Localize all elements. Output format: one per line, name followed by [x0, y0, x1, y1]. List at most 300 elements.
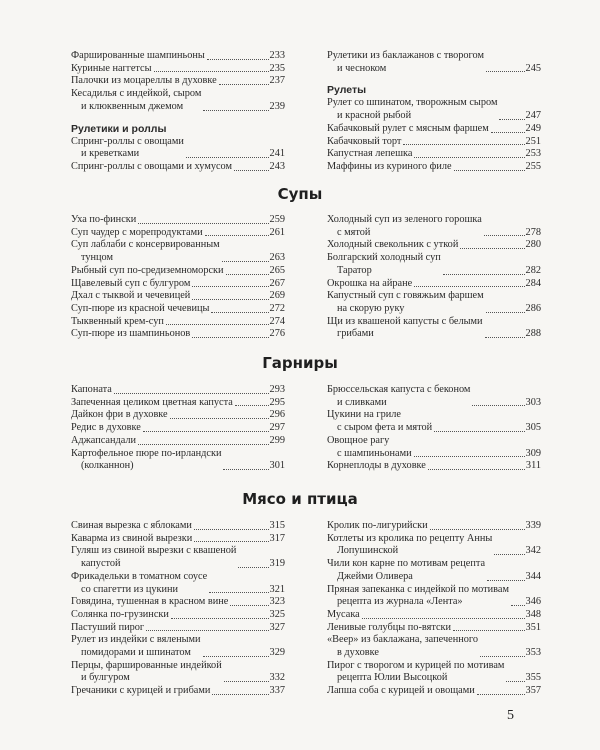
toc-page-number: 301: [269, 460, 285, 472]
toc-page-number: 251: [525, 135, 541, 147]
dot-leader: [203, 656, 269, 657]
toc-page-number: 327: [269, 621, 285, 633]
toc-entry-line: Капустный суп с говяжьим фаршем: [327, 290, 484, 302]
toc-entry-line: Болгарский холодный суп: [327, 252, 441, 264]
dot-leader: [485, 337, 525, 338]
toc-entry-line: Джейми Оливера: [337, 570, 413, 582]
toc-entry[interactable]: [71, 533, 285, 546]
toc-page-number: 315: [269, 520, 285, 531]
toc-entry-title: [71, 88, 201, 113]
toc-entry-line: и сливками: [337, 396, 387, 408]
toc-entry-line: Спринг-роллы с овощами: [71, 135, 184, 147]
toc-entry-title: [71, 161, 232, 174]
toc-entry[interactable]: [71, 328, 285, 341]
toc-page-number: 296: [269, 409, 285, 421]
dot-leader: [143, 431, 269, 432]
toc-entry-line: и булгуром: [81, 672, 130, 684]
toc-entry-line: Свиная вырезка с яблоками: [71, 520, 192, 531]
toc-page-number: 329: [269, 647, 285, 659]
dot-leader: [480, 656, 525, 657]
toc-entry[interactable]: [327, 609, 541, 622]
toc-entry-title: [327, 384, 470, 409]
toc-entry-title: [71, 609, 169, 622]
toc-entry-line: с мятой: [337, 226, 371, 238]
dot-leader: [235, 405, 269, 406]
toc-column-left: [71, 384, 285, 473]
toc-column-left: [71, 520, 285, 698]
toc-page-number: 237: [269, 75, 285, 87]
toc-entry-title: [71, 435, 136, 448]
dot-leader: [226, 274, 269, 275]
dot-leader: [154, 71, 269, 72]
dot-leader: [211, 312, 268, 313]
toc-entry[interactable]: [71, 278, 285, 291]
toc-entry-line: Гуляш из свиной вырезки с квашеной: [71, 545, 237, 557]
toc-page-number: 332: [269, 672, 285, 684]
toc-entry-title: [327, 435, 412, 460]
toc-entry[interactable]: [327, 278, 541, 291]
toc-entry-title: [327, 634, 478, 659]
dot-leader: [511, 605, 525, 606]
dot-leader: [194, 541, 268, 542]
dot-leader: [138, 223, 268, 224]
toc-page-number: 293: [269, 384, 285, 395]
toc-entry-line: Капустная лепешка: [327, 148, 413, 160]
toc-entry-line: Лапша соба с курицей и овощами: [327, 685, 475, 697]
toc-block-top: [71, 50, 541, 174]
toc-entry-line: Суп-пюре из шампиньонов: [71, 328, 191, 340]
toc-entry-line: Рулет из индейки с вялеными: [71, 634, 201, 646]
toc-entry-title: [71, 596, 228, 609]
toc-entry[interactable]: [71, 397, 285, 410]
toc-entry[interactable]: [71, 316, 285, 329]
toc-page-number: 299: [269, 434, 285, 446]
dot-leader: [207, 59, 269, 60]
section-heading-garnishes: Гарниры: [262, 354, 338, 372]
toc-entry-title: [327, 622, 451, 635]
toc-entry[interactable]: [327, 161, 541, 174]
toc-entry-line: грибами: [337, 328, 374, 340]
toc-entry-line: Холодный свекольник с уткой: [327, 239, 459, 251]
toc-entry-title: [71, 63, 152, 76]
toc-page-number: 261: [269, 226, 285, 238]
toc-entry[interactable]: [327, 136, 541, 149]
toc-entry[interactable]: [327, 685, 541, 698]
page-number: 5: [507, 708, 514, 723]
dot-leader: [443, 274, 525, 275]
toc-entry-title: [327, 290, 484, 315]
toc-entry-line: Дайкон фри в духовке: [71, 409, 168, 421]
toc-entry-title: [71, 278, 190, 291]
toc-entry-line: на скорую руку: [337, 302, 405, 314]
toc-column-left: [71, 214, 285, 341]
toc-entry[interactable]: [327, 520, 541, 533]
toc-page-number: 280: [525, 239, 541, 251]
toc-page-number: 297: [269, 422, 285, 434]
toc-entry-line: Маффины из куриного филе: [327, 160, 452, 172]
toc-page-number: 323: [269, 596, 285, 608]
toc-page-number: 278: [525, 226, 541, 238]
toc-entry[interactable]: [71, 63, 285, 76]
dot-leader: [491, 132, 525, 133]
toc-entry[interactable]: [71, 660, 285, 685]
toc-column-left: [71, 50, 285, 174]
toc-entry-line: рецепта Юлии Высоцкой: [337, 672, 448, 684]
toc-entry-line: Лопушинской: [337, 545, 399, 557]
toc-column-right: [327, 50, 541, 174]
dot-leader: [224, 681, 269, 682]
toc-entry[interactable]: [327, 622, 541, 635]
toc-entry[interactable]: [327, 252, 541, 277]
toc-entry-line: капустой: [81, 558, 121, 570]
toc-block-meat-poultry: [71, 520, 541, 698]
toc-page-number: 295: [269, 396, 285, 408]
toc-entry-line: Фаршированные шампиньоны: [71, 50, 205, 61]
toc-page-number: 245: [525, 62, 541, 74]
toc-entry-title: [327, 278, 412, 291]
toc-page-number: 239: [269, 100, 285, 112]
toc-entry-line: Кролик по-лигурийски: [327, 520, 428, 531]
toc-page-number: 282: [525, 264, 541, 276]
toc-entry-title: [71, 545, 236, 570]
dot-leader: [234, 170, 269, 171]
toc-entry-line: «Веер» из баклажана, запеченного: [327, 634, 478, 646]
toc-entry[interactable]: [71, 622, 285, 635]
toc-entry-title: [327, 97, 497, 122]
toc-block-soups: [71, 214, 541, 341]
toc-entry[interactable]: [327, 435, 541, 460]
toc-entry-line: Щи из квашеной капусты с белыми: [327, 315, 483, 327]
toc-entry-line: с сыром фета и мятой: [337, 422, 433, 434]
toc-entry[interactable]: [327, 123, 541, 136]
toc-column-right: [327, 214, 541, 341]
toc-entry-title: [71, 239, 220, 264]
toc-page-number: 319: [269, 558, 285, 570]
toc-entry[interactable]: [71, 571, 285, 596]
toc-entry-title: [327, 214, 482, 239]
toc-entry-line: и чесноком: [337, 62, 387, 74]
toc-entry-line: Рулетики из баклажанов с творогом: [327, 50, 484, 61]
dot-leader: [477, 694, 525, 695]
toc-entry-title: [327, 533, 492, 558]
toc-entry-line: Овощное рагу: [327, 434, 390, 446]
dot-leader: [192, 299, 268, 300]
toc-entry[interactable]: [71, 634, 285, 659]
dot-leader: [192, 286, 268, 287]
dot-leader: [460, 248, 524, 249]
toc-page-number: 317: [269, 532, 285, 544]
toc-entry-line: и красной рыбой: [337, 110, 412, 122]
toc-entry-title: [327, 123, 489, 136]
toc-entry[interactable]: [327, 634, 541, 659]
toc-entry-title: [71, 685, 210, 698]
toc-page-number: 288: [525, 328, 541, 340]
toc-entry-line: Уха по-фински: [71, 214, 137, 225]
toc-page-number: 269: [269, 290, 285, 302]
dot-leader: [114, 393, 269, 394]
toc-page-number: 339: [525, 520, 541, 531]
toc-entry[interactable]: [71, 75, 285, 88]
dot-leader: [453, 630, 524, 631]
dot-leader: [499, 119, 524, 120]
toc-entry[interactable]: [327, 660, 541, 685]
toc-entry-title: [327, 460, 426, 473]
dot-leader: [230, 605, 268, 606]
toc-entry-line: Рыбный суп по-средиземноморски: [71, 264, 224, 276]
toc-entry[interactable]: [327, 97, 541, 122]
toc-page-number: 355: [525, 672, 541, 684]
dot-leader: [414, 456, 525, 457]
toc-page-number: 342: [525, 545, 541, 557]
toc-block-garnishes: [71, 384, 541, 473]
dot-leader: [223, 469, 268, 470]
toc-page-number: 247: [525, 110, 541, 122]
toc-entry[interactable]: [327, 584, 541, 609]
toc-entry-line: со спагетти из цукини: [81, 583, 179, 595]
toc-entry[interactable]: [71, 88, 285, 113]
toc-entry-line: Чили кон карне по мотивам рецепта: [327, 558, 486, 570]
dot-leader: [219, 84, 269, 85]
dot-leader: [171, 618, 269, 619]
toc-page-number: 351: [525, 621, 541, 633]
toc-entry-line: с шампиньонами: [337, 447, 412, 459]
dot-leader: [494, 554, 524, 555]
toc-entry-line: Щавелевый суп с булгуром: [71, 277, 191, 289]
toc-entry[interactable]: [71, 303, 285, 316]
toc-entry-title: [71, 397, 233, 410]
toc-entry-line: Каварма из свиной вырезки: [71, 532, 193, 544]
toc-entry-line: Пирог с творогом и курицей по мотивам: [327, 659, 505, 671]
toc-entry[interactable]: [327, 148, 541, 161]
toc-page-number: 249: [525, 122, 541, 134]
toc-entry[interactable]: [71, 422, 285, 435]
toc-entry-line: Картофельное пюре по-ирландски: [71, 447, 222, 459]
toc-entry[interactable]: [71, 520, 285, 533]
toc-entry-line: и креветками: [81, 148, 140, 160]
toc-entry[interactable]: [71, 545, 285, 570]
toc-entry-line: Палочки из моцареллы в духовке: [71, 75, 217, 87]
toc-page-number: 274: [269, 315, 285, 327]
toc-entry-title: [327, 239, 458, 252]
toc-page-number: 353: [525, 647, 541, 659]
toc-entry-line: Говядина, тушенная в красном вине: [71, 596, 229, 608]
toc-entry-line: Брюссельская капуста с беконом: [327, 384, 471, 395]
toc-page-number: 276: [269, 328, 285, 340]
toc-entry-title: [71, 520, 192, 533]
toc-page-number: 259: [269, 214, 285, 225]
toc-entry-title: [71, 214, 136, 227]
toc-entry-line: Куриные наггетсы: [71, 62, 152, 74]
toc-entry-line: Дхал с тыквой и чечевицей: [71, 290, 191, 302]
toc-entry-line: (колканнон): [81, 460, 134, 472]
toc-entry[interactable]: [327, 533, 541, 558]
dot-leader: [434, 431, 524, 432]
toc-entry[interactable]: [71, 596, 285, 609]
toc-page-number: 286: [525, 302, 541, 314]
toc-entry-title: [327, 520, 428, 533]
toc-entry-title: [327, 148, 412, 161]
toc-page-number: 284: [525, 277, 541, 289]
toc-page-number: 346: [525, 596, 541, 608]
toc-entry-title: [71, 290, 190, 303]
toc-entry-line: Суп лаблаби с консервированным: [71, 239, 220, 251]
toc-entry[interactable]: [327, 316, 541, 341]
toc-entry-title: [71, 448, 221, 473]
dot-leader: [428, 469, 525, 470]
toc-entry-line: Таратор: [337, 264, 372, 276]
dot-leader: [194, 529, 269, 530]
dot-leader: [414, 157, 524, 158]
toc-entry-line: рецепта из журнала «Лента»: [337, 596, 463, 608]
toc-entry[interactable]: [327, 460, 541, 473]
toc-subheading: Рулетики и роллы: [71, 122, 167, 135]
toc-entry-title: [71, 622, 144, 635]
toc-entry[interactable]: [71, 214, 285, 227]
toc-page-number: 357: [525, 685, 541, 697]
toc-entry-title: [71, 634, 201, 659]
dot-leader: [362, 618, 525, 619]
toc-entry-title: [71, 303, 209, 316]
toc-entry-line: Пряная запеканка с индейкой по мотивам: [327, 583, 509, 595]
toc-entry-line: Запеченная целиком цветная капуста: [71, 396, 233, 408]
toc-entry[interactable]: [327, 214, 541, 239]
toc-entry[interactable]: [71, 265, 285, 278]
toc-page-number: 303: [525, 396, 541, 408]
toc-page-number: 235: [269, 62, 285, 74]
toc-entry[interactable]: [327, 50, 541, 75]
dot-leader: [192, 337, 268, 338]
toc-page-number: 321: [269, 583, 285, 595]
toc-entry-title: [71, 227, 203, 240]
toc-entry[interactable]: [71, 384, 285, 397]
toc-entry-line: Мусака: [327, 608, 360, 620]
dot-leader: [138, 444, 268, 445]
toc-entry[interactable]: [327, 409, 541, 434]
toc-entry[interactable]: [71, 435, 285, 448]
toc-entry[interactable]: [71, 50, 285, 63]
dot-leader: [486, 71, 525, 72]
toc-entry-line: Окрошка на айране: [327, 277, 413, 289]
toc-entry-line: Кесадилья с индейкой, сыром: [71, 88, 202, 100]
toc-entry[interactable]: [327, 384, 541, 409]
toc-entry-line: Ленивые голубцы по-вятски: [327, 621, 452, 633]
toc-page-number: 241: [269, 148, 285, 160]
dot-leader: [209, 592, 268, 593]
toc-entry-line: и клюквенным джемом: [81, 100, 184, 112]
toc-entry-title: [327, 316, 483, 341]
toc-entry-line: Пастуший пирог: [71, 621, 145, 633]
dot-leader: [414, 286, 524, 287]
toc-page-number: 265: [269, 264, 285, 276]
dot-leader: [484, 235, 525, 236]
toc-entry-title: [71, 265, 224, 278]
toc-page-number: 243: [269, 160, 285, 172]
toc-entry[interactable]: [71, 161, 285, 174]
toc-entry-title: [327, 660, 504, 685]
toc-entry-line: в духовке: [337, 647, 379, 659]
dot-leader: [403, 144, 524, 145]
dot-leader: [146, 630, 268, 631]
dot-leader: [186, 157, 269, 158]
dot-leader: [238, 567, 268, 568]
toc-page-number: 233: [269, 50, 285, 61]
toc-entry-line: Фрикадельки в томатном соусе: [71, 570, 208, 582]
toc-entry-line: Аджапсандали: [71, 434, 137, 446]
toc-entry-line: Рулет со шпинатом, творожным сыром: [327, 97, 498, 109]
toc-page-number: 325: [269, 608, 285, 620]
toc-page-number: 305: [525, 422, 541, 434]
dot-leader: [170, 418, 269, 419]
toc-entry-title: [71, 571, 207, 596]
toc-entry-title: [327, 136, 401, 149]
toc-entry[interactable]: [71, 609, 285, 622]
toc-page-number: 263: [269, 252, 285, 264]
toc-entry[interactable]: [327, 558, 541, 583]
toc-entry[interactable]: [71, 448, 285, 473]
toc-entry-line: Солянка по-грузински: [71, 608, 169, 620]
toc-page-number: 344: [525, 570, 541, 582]
toc-page-number: 311: [525, 460, 541, 472]
toc-entry-title: [71, 316, 164, 329]
toc-entry-line: Суп-пюре из красной чечевицы: [71, 302, 210, 314]
dot-leader: [506, 681, 524, 682]
toc-entry-line: тунцом: [81, 252, 114, 264]
toc-entry-title: [327, 558, 485, 583]
dot-leader: [212, 694, 268, 695]
toc-entry-line: Холодный суп из зеленого горошка: [327, 214, 482, 225]
toc-entry[interactable]: [327, 290, 541, 315]
toc-entry-title: [71, 328, 190, 341]
dot-leader: [472, 405, 524, 406]
toc-page-number: 255: [525, 160, 541, 172]
toc-page-number: 267: [269, 277, 285, 289]
toc-entry-title: [327, 685, 475, 698]
toc-entry-line: Кабачковый рулет с мясным фаршем: [327, 122, 489, 134]
toc-entry-title: [71, 50, 205, 63]
toc-entry[interactable]: [327, 239, 541, 252]
toc-entry-line: Котлеты из кролика по рецепту Анны: [327, 532, 493, 544]
dot-leader: [454, 170, 525, 171]
toc-entry-line: Кабачковый торт: [327, 135, 402, 147]
toc-entry[interactable]: [71, 239, 285, 264]
toc-column-right: [327, 520, 541, 698]
dot-leader: [430, 529, 525, 530]
toc-entry-title: [71, 660, 222, 685]
toc-entry-line: Тыквенный крем-суп: [71, 315, 164, 327]
section-heading-soups: Супы: [277, 185, 323, 203]
toc-entry-line: Перцы, фаршированные индейкой: [71, 659, 222, 671]
toc-entry-title: [71, 136, 184, 161]
toc-page-number: 309: [525, 447, 541, 459]
dot-leader: [205, 235, 269, 236]
toc-page-number: 348: [525, 608, 541, 620]
toc-entry-title: [327, 161, 452, 174]
toc-entry-line: Гречаники с курицей и грибами: [71, 685, 211, 697]
toc-entry-title: [327, 609, 360, 622]
dot-leader: [487, 580, 525, 581]
toc-entry[interactable]: [71, 227, 285, 240]
dot-leader: [203, 110, 268, 111]
toc-entry-title: [71, 409, 168, 422]
toc-entry[interactable]: [71, 136, 285, 161]
toc-entry[interactable]: [71, 685, 285, 698]
toc-entry[interactable]: [71, 290, 285, 303]
toc-entry-line: помидорами и шпинатом: [81, 647, 191, 659]
toc-entry-line: Редис в духовке: [71, 422, 141, 434]
toc-entry-title: [327, 409, 432, 434]
toc-entry[interactable]: [71, 409, 285, 422]
toc-page-number: 253: [525, 148, 541, 160]
